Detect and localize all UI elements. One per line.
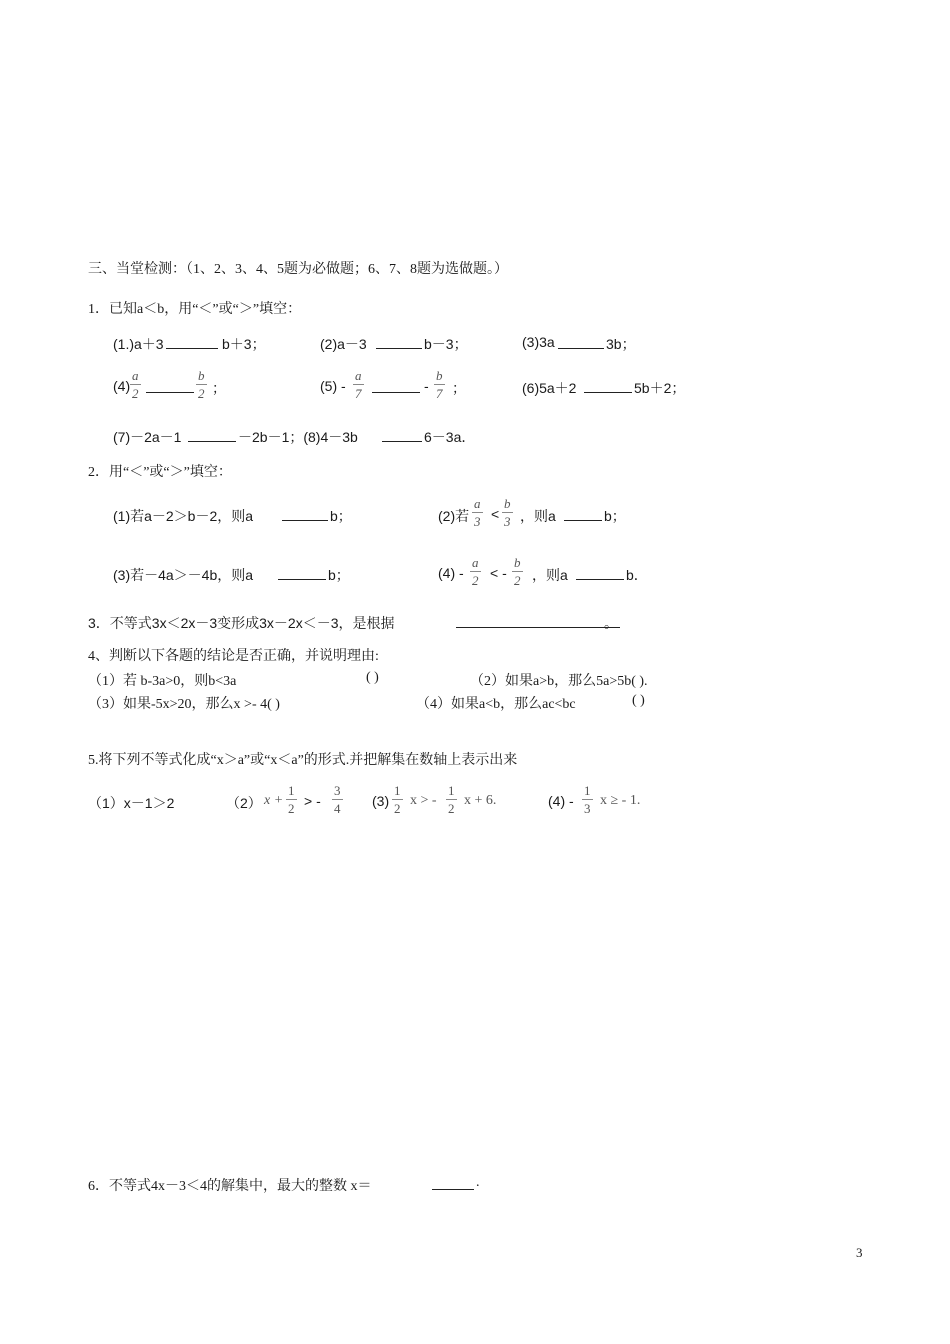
q5-3-frac-b: $\frac{1}{2}$ (448, 783, 455, 816)
q2-1-blank[interactable] (282, 506, 328, 521)
q5-1: （1）x－1＞2 (88, 795, 175, 811)
q2-4-frac-b: $\frac{b}{2}$ (514, 555, 521, 588)
q2-2-blank[interactable] (564, 506, 602, 521)
q3-end: 。 (604, 615, 618, 631)
q1-8-blank[interactable] (382, 427, 422, 442)
q6-text: 6．不等式4x－3＜4的解集中，最大的整数 x＝ (88, 1179, 372, 1194)
q2-3-tail: b； (328, 567, 350, 583)
q5-2-x: x + (264, 793, 284, 808)
q1-3-label: (3)3a (522, 334, 555, 350)
q2-3-blank[interactable] (278, 565, 326, 580)
q2-2-frac-b: $\frac{b}{3}$ (504, 496, 511, 529)
page-number: 3 (856, 1245, 863, 1260)
q1-7-blank[interactable] (188, 427, 236, 442)
q1-5-frac-b: $\frac{b}{7}$ (436, 368, 443, 401)
q1-1-tail: b＋3； (222, 336, 266, 352)
q2-4-blank[interactable] (576, 565, 624, 580)
q2-intro: 2．用“＜”或“＞”填空： (88, 465, 232, 480)
q5-2-label: （2） (226, 795, 262, 811)
q1-4-frac-b: $\frac{b}{2}$ (198, 368, 205, 401)
q4-item4: （4）如果a<b，那么ac<bc (416, 697, 576, 712)
q2-4-tail: b． (626, 567, 648, 583)
q4-item3: （3）如果-5x>20，那么x >- 4( ) (88, 697, 280, 712)
q1-3-tail: 3b； (606, 336, 636, 352)
q4-item1-paren: ( ) (366, 670, 379, 685)
q1-5-label: (5) - (320, 378, 346, 394)
q2-4-frac-a: $\frac{a}{2}$ (472, 555, 479, 588)
q4-intro: 4、判断以下各题的结论是否正确，并说明理由: (88, 649, 379, 664)
q1-5-minus: - (424, 378, 429, 394)
q5-4-label: (4) - (548, 793, 574, 809)
q1-1-blank[interactable] (166, 334, 218, 349)
q5-2-frac-half: $\frac{1}{2}$ (288, 783, 295, 816)
q1-8-tail: 6－3a． (424, 429, 476, 445)
q5-3-mid: x > - (410, 793, 437, 808)
q5-2-gt: > - (304, 793, 321, 809)
q5-3-label: (3) (372, 793, 390, 809)
q2-2-label: (2)若 (438, 508, 470, 524)
q1-4-frac-a: $\frac{a}{2}$ (132, 368, 139, 401)
q2-3-label: (3)若－4a＞－4b，则a (113, 567, 254, 583)
q5-4-frac: $\frac{1}{3}$ (584, 783, 591, 816)
q1-intro: 1．已知a＜b，用“＜”或“＞”填空： (88, 302, 302, 317)
q5-4-end: x ≥ - 1. (600, 793, 641, 808)
q5-3-end: x + 6. (464, 793, 497, 808)
q1-4-tail: ； (212, 380, 226, 396)
q1-8-label: －2b－1；(8)4－3b (238, 429, 358, 445)
q3-text: 3．不等式3x＜2x－3变形成3x－2x＜－3，是根据 (88, 615, 395, 631)
q2-2-tail: b； (604, 508, 626, 524)
q4-item1: （1）若 b-3a>0，则b<3a (88, 674, 237, 689)
q6-end: . (476, 1175, 480, 1190)
q3-blank[interactable] (456, 613, 620, 628)
q1-6-tail: 5b＋2； (634, 380, 686, 396)
q1-5-blank[interactable] (372, 378, 420, 393)
q5-2-frac-3-4: $\frac{3}{4}$ (334, 783, 341, 816)
q2-4-label: (4) - (438, 565, 464, 581)
q1-2-tail: b－3； (424, 336, 468, 352)
q2-2-frac-a: $\frac{a}{3}$ (474, 496, 481, 529)
q6-blank[interactable] (432, 1175, 474, 1190)
q2-4-lt: < - (490, 565, 507, 581)
q1-1-label: (1.)a＋3 (113, 336, 164, 352)
section-title: 三、当堂检测：（1、2、3、4、5题为必做题；6、7、8题为选做题。） (88, 262, 508, 277)
q4-item2: （2）如果a>b，那么5a>5b( ). (470, 674, 648, 689)
q1-2-blank[interactable] (376, 334, 422, 349)
q2-2-then: ，则a (520, 508, 556, 524)
q2-1-label: (1)若a－2＞b－2，则a (113, 508, 254, 524)
q5-3-frac-a: $\frac{1}{2}$ (394, 783, 401, 816)
q1-5-tail: ； (452, 380, 466, 396)
q2-2-lt: < (491, 506, 500, 522)
q1-3-blank[interactable] (558, 334, 604, 349)
q2-1-tail: b； (330, 508, 352, 524)
q1-7-label: (7)－2a－1 (113, 429, 182, 445)
q1-4-label: (4) (113, 378, 131, 394)
q1-4-blank[interactable] (146, 378, 194, 393)
q1-5-frac-a: $\frac{a}{7}$ (355, 368, 362, 401)
q2-4-then: ，则a (532, 567, 568, 583)
q1-6-blank[interactable] (584, 378, 632, 393)
q5-intro: 5.将下列不等式化成“x＞a”或“x＜a”的形式.并把解集在数轴上表示出来 (88, 753, 518, 768)
q1-6-label: (6)5a＋2 (522, 380, 577, 396)
q4-item4-paren: ( ) (632, 693, 645, 708)
q1-2-label: (2)a－3 (320, 336, 367, 352)
